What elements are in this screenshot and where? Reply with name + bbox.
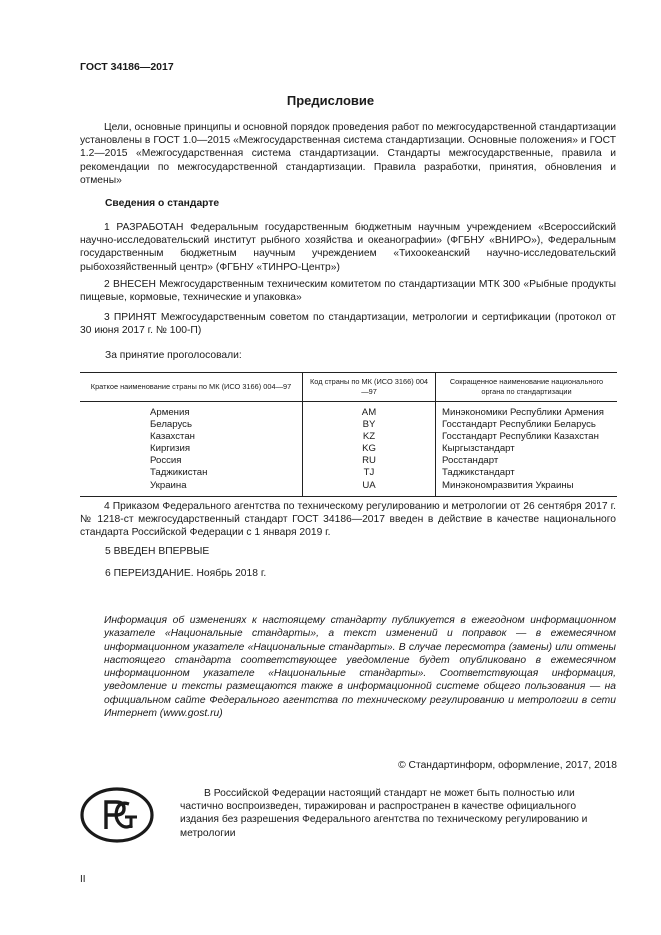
national-body: Минэкономразвития Украины — [436, 480, 618, 497]
header-country-name: Краткое наименование страны по МК (ИСО 3166) 004—97 — [80, 373, 303, 402]
country-name: Армения — [150, 407, 190, 418]
page-title: Предисловие — [286, 93, 375, 108]
intro-paragraph — [80, 121, 616, 187]
rst-certification-logo-icon — [80, 787, 154, 843]
national-body: Минэкономики Республики Армения — [436, 402, 618, 420]
national-body: Кыргызстандарт — [436, 443, 618, 455]
country-name: Украина — [80, 480, 303, 497]
header-national-body: Сокращенное наименование национального органа по стандартизации — [436, 373, 618, 402]
item-3 — [80, 311, 616, 337]
changes-notice-text: Информация об изменениях к настоящему стандарту публикуется в ежегодном информационном указателе «Национальные стандарты», а текст изменений и поправок — в ежемесячном информационном указателе «Национальные стандарты». В случае пересмотра (замены) или отмены настоящего стандарта соответствующее уведомление будет опубликовано в ежемесячном информационном указателе «Национальные стандарты». Соответствующая информация, уведомление и тексты размещаются также в информационной системе общего пользования — на официальном сайте Федерального агентства по техническому регулированию и метрологии в сети Интернет (www.gost.ru) — [104, 615, 616, 720]
table-row — [80, 455, 617, 467]
item-2 — [80, 278, 616, 304]
item-1-text: 1 РАЗРАБОТАН Федеральным государственным бюджетным научным учреждением «Всероссийский научно-исследовательский институт рыбного хозяйства и океанографии» (ФГБНУ «ВНИРО»), Федеральным государственным бюджетным научным учреждением «Тихоокеанский научно-исследовательский рыбохозяйственный центр» (ФГБНУ «ТИНРО-Центр») — [80, 222, 616, 273]
header-country-code: Код страны по МК (ИСО 3166) 004—97 — [303, 373, 436, 402]
item-4 — [80, 500, 616, 540]
changes-notice — [104, 614, 616, 720]
table-row — [80, 443, 617, 455]
voting-table — [80, 372, 617, 497]
item-5: 5 ВВЕДЕН ВПЕРВЫЕ — [105, 546, 210, 557]
table-row — [80, 467, 617, 479]
table-row — [80, 480, 617, 497]
copyright-line: © Стандартинформ, оформление, 2017, 2018 — [398, 760, 617, 771]
table-row — [80, 402, 617, 420]
country-code: AM — [303, 402, 436, 420]
item-3-text: 3 ПРИНЯТ Межгосударственным советом по стандартизации, метрологии и сертификации (протокол от 30 июня 2017 г. № 100-П) — [80, 312, 616, 337]
country-code: KG — [303, 443, 436, 455]
country-code: UA — [303, 480, 436, 497]
country-name: Киргизия — [150, 443, 191, 455]
item-6: 6 ПЕРЕИЗДАНИЕ. Ноябрь 2018 г. — [105, 568, 267, 579]
table-row — [80, 419, 617, 431]
rights-notice-text: В Российской Федерации настоящий стандарт не может быть полностью или частично воспроизведен, тиражирован и распространен в качестве официального издания без разрешения Федерального агентства по техническому регулированию и метрологии — [180, 788, 588, 839]
voted-label: За принятие проголосовали: — [105, 350, 242, 361]
table-header-row — [80, 373, 617, 402]
country-name: Казахстан — [150, 431, 195, 443]
national-body: Госстандарт Республики Беларусь — [436, 419, 618, 431]
national-body: Росстандарт — [436, 455, 618, 467]
country-name: Таджикистан — [150, 467, 208, 479]
country-name: Беларусь — [150, 419, 192, 431]
page-number: II — [80, 874, 86, 885]
country-code: KZ — [303, 431, 436, 443]
country-code: RU — [303, 455, 436, 467]
intro-text: Цели, основные принципы и основной порядок проведения работ по межгосударственной стандартизации установлены в ГОСТ 1.0—2015 «Межгосударственная система стандартизации. Основные положения» и ГОСТ 1.2—2015 «Межгосударственная система стандартизации. Стандарты межгосударственные, правила и рекомендации по межгосударственной стандартизации. Правила разработки, принятия, обновления и отмены» — [80, 122, 616, 186]
item-1 — [80, 221, 616, 274]
country-code: BY — [303, 419, 436, 431]
document-header-id: ГОСТ 34186—2017 — [80, 61, 174, 73]
national-body: Госстандарт Республики Казахстан — [436, 431, 618, 443]
item-2-text: 2 ВНЕСЕН Межгосударственным техническим комитетом по стандартизации МТК 300 «Рыбные продукты пищевые, кормовые, технические и упаковка» — [80, 279, 616, 304]
national-body: Таджикстандарт — [436, 467, 618, 479]
country-name: Россия — [150, 455, 182, 467]
rights-notice — [180, 787, 616, 840]
item-4-text: 4 Приказом Федерального агентства по техническому регулированию и метрологии от 26 сентября 2017 г. № 1218-ст межгосударственный стандарт ГОСТ 34186—2017 введен в действие в качестве национального стандарта Российской Федерации с 1 января 2019 г. — [80, 501, 616, 539]
country-code: TJ — [303, 467, 436, 479]
table-row — [80, 431, 617, 443]
info-heading: Сведения о стандарте — [105, 198, 220, 209]
